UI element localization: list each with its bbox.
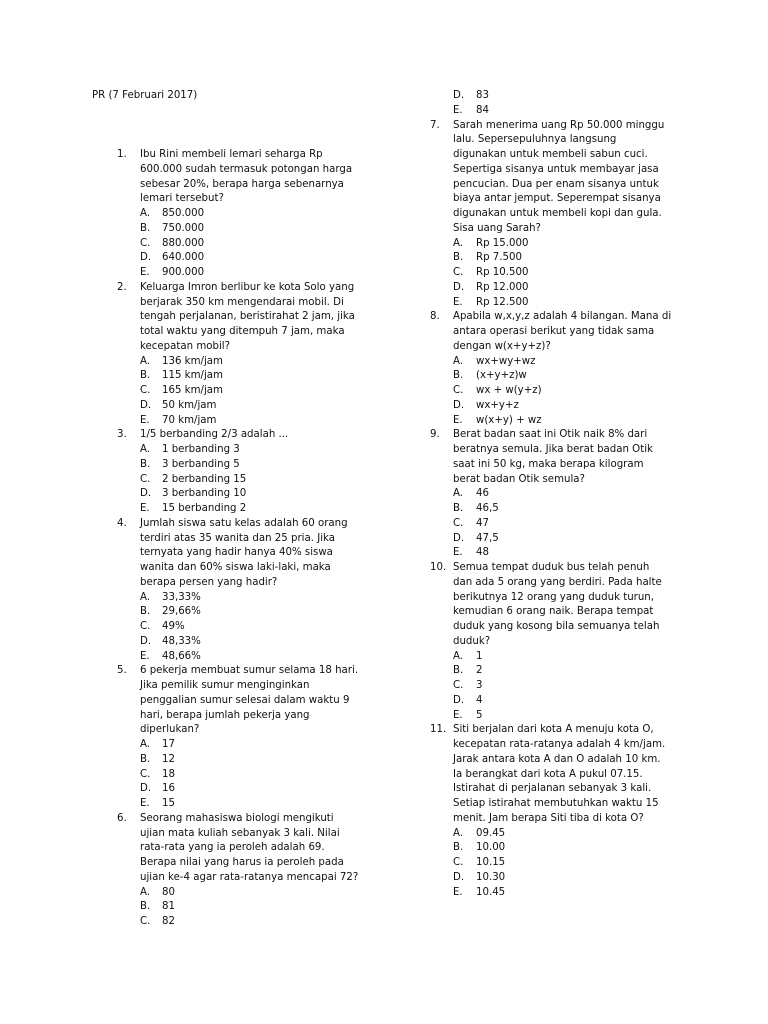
option-text: 15 berbanding 2 (162, 503, 247, 514)
option-text: 84 (476, 104, 489, 116)
option-text: 17 (162, 739, 175, 750)
question-text: kemudian 6 orang naik. Berapa tempat (453, 606, 654, 618)
option-text: 50 km/jam (162, 399, 217, 411)
option-text: 5 (476, 709, 483, 721)
question-number: 4. (117, 517, 127, 529)
option-text: 640.000 (162, 252, 205, 264)
option-text: Rp 7.500 (476, 252, 522, 264)
option-text: 3 berbanding 10 (162, 488, 247, 500)
option-letter: A. (453, 488, 464, 500)
option-text: 47,5 (476, 532, 499, 544)
option-text: 12 (162, 753, 175, 765)
option-letter: D. (140, 783, 152, 795)
option-letter: B. (453, 252, 464, 264)
option-text: 16 (162, 783, 175, 795)
option-text: 900.000 (162, 267, 205, 278)
question-text: Berapa nilai yang harus ia peroleh pada (140, 857, 344, 868)
option-letter: E. (140, 798, 150, 809)
question-text: menit. Jam berapa Siti tiba di kota O? (453, 812, 644, 824)
option-letter: C. (140, 385, 151, 396)
question-text: Semua tempat duduk bus telah penuh (453, 562, 650, 573)
question-text: total waktu yang ditempuh 7 jam, maka (140, 326, 345, 337)
question-text: ternyata yang hadir hanya 40% siswa (140, 547, 333, 559)
question-text: terdiri atas 35 wanita dan 25 pria. Jika (140, 532, 335, 544)
option-text: Rp 12.500 (476, 296, 529, 308)
question-text: berat badan Otik semula? (453, 473, 585, 485)
option-letter: D. (453, 694, 465, 706)
question-text: 6 pekerja membuat sumur selama 18 hari. (140, 665, 359, 677)
question-text: Sisa uang Sarah? (453, 222, 541, 234)
question-text: antara operasi berikut yang tidak sama (453, 326, 655, 337)
question-text: Jumlah siswa satu kelas adalah 60 orang (140, 517, 348, 529)
option-letter: E. (453, 886, 463, 898)
option-text: wx+wy+wz (476, 355, 536, 367)
option-letter: B. (453, 842, 464, 854)
question-text: digunakan untuk membeli kopi dan gula. (453, 208, 662, 219)
question-text: Jarak antara kota A dan O adalah 10 km. (453, 753, 661, 765)
option-text: 3 (476, 680, 483, 691)
option-letter: D. (140, 399, 152, 411)
question-text: ujian ke-4 agar rata-ratanya mencapai 72? (140, 871, 359, 883)
option-letter: C. (453, 517, 464, 529)
option-letter: C. (453, 267, 464, 278)
option-letter: D. (453, 871, 465, 883)
question-text: dan ada 5 orang yang berdiri. Pada halte (453, 576, 662, 588)
option-letter: A. (140, 444, 151, 455)
question-text: lemari tersebut? (140, 193, 224, 205)
question-number: 3. (117, 429, 127, 441)
option-letter: A. (140, 739, 151, 750)
option-text: 29,66% (162, 606, 201, 618)
option-letter: B. (453, 665, 464, 677)
option-text: Rp 12.000 (476, 281, 529, 293)
question-number: 8. (430, 311, 440, 323)
option-text: 48 (476, 547, 489, 559)
option-text: Rp 15.000 (476, 237, 529, 249)
question-text: Keluarga Imron berlibur ke kota Solo yang (140, 281, 355, 293)
option-text: 83 (476, 90, 489, 101)
option-letter: D. (453, 399, 465, 411)
option-text: 1 berbanding 3 (162, 444, 240, 455)
question-text: kecepatan rata-ratanya adalah 4 km/jam. (453, 739, 666, 750)
option-letter: E. (453, 296, 463, 308)
option-letter: C. (140, 237, 151, 249)
option-letter: C. (140, 621, 151, 632)
question-text: berjarak 350 km mengendarai mobil. Di (140, 296, 344, 308)
question-text: penggalian sumur selesai dalam waktu 9 (140, 694, 350, 706)
option-text: 48,66% (162, 650, 201, 662)
question-text: 600.000 sudah termasuk potongan harga (140, 163, 353, 175)
option-text: 46 (476, 488, 489, 500)
option-letter: E. (453, 104, 463, 116)
question-number: 11. (430, 724, 447, 736)
option-letter: E. (140, 650, 150, 662)
option-text: 46,5 (476, 503, 499, 514)
option-text: 15 (162, 798, 175, 809)
option-text: 81 (162, 901, 175, 913)
option-letter: B. (140, 606, 151, 618)
option-text: 18 (162, 768, 175, 780)
option-letter: A. (140, 591, 151, 603)
option-letter: C. (453, 857, 464, 868)
option-text: 80 (162, 886, 175, 898)
question-number: 9. (430, 429, 440, 441)
option-letter: C. (140, 916, 151, 927)
option-letter: B. (140, 901, 151, 913)
question-text: hari, berapa jumlah pekerja yang (140, 709, 310, 721)
question-number: 6. (117, 812, 127, 824)
option-letter: E. (140, 503, 150, 514)
option-text: 880.000 (162, 237, 205, 249)
option-text: 165 km/jam (162, 385, 223, 396)
option-text: 47 (476, 517, 489, 529)
question-text: duduk yang kosong bila semuanya telah (453, 621, 660, 632)
option-letter: D. (453, 532, 465, 544)
option-text: w(x+y) + wz (476, 414, 542, 426)
question-number: 7. (430, 119, 440, 131)
option-letter: D. (453, 281, 465, 293)
option-text: 2 (476, 665, 483, 677)
question-text: pencucian. Dua per enam sisanya untuk (453, 178, 659, 190)
question-number: 5. (117, 665, 127, 677)
question-text: ujian mata kuliah sebanyak 3 kali. Nilai (140, 827, 340, 839)
question-text: saat ini 50 kg, maka berapa kilogram (453, 458, 644, 470)
option-text: 49% (162, 621, 185, 632)
question-text: Berat badan saat ini Otik naik 8% dari (453, 429, 648, 441)
option-text: 70 km/jam (162, 414, 217, 426)
question-text: Jika pemilik sumur menginginkan (140, 680, 310, 691)
question-text: Ia berangkat dari kota A pukul 07.15. (453, 768, 643, 780)
option-letter: C. (140, 768, 151, 780)
question-text: Siti berjalan dari kota A menuju kota O, (453, 724, 654, 736)
question-text: Ibu Rini membeli lemari seharga Rp (140, 149, 323, 160)
option-letter: E. (453, 547, 463, 559)
option-text: 10.15 (476, 857, 506, 868)
option-letter: C. (140, 473, 151, 485)
option-text: 48,33% (162, 635, 201, 647)
option-letter: A. (140, 355, 151, 367)
option-text: 09.45 (476, 827, 506, 839)
option-letter: B. (140, 458, 151, 470)
question-text: Apabila w,x,y,z adalah 4 bilangan. Mana di (453, 311, 672, 323)
option-letter: B. (140, 753, 151, 765)
option-letter: B. (453, 503, 464, 514)
question-text: Sepertiga sisanya untuk membayar jasa (453, 163, 659, 175)
option-letter: D. (140, 252, 152, 264)
question-text: biaya antar jemput. Seperempat sisanya (453, 193, 661, 205)
option-letter: E. (453, 709, 463, 721)
question-text: digunakan untuk membeli sabun cuci. (453, 149, 648, 160)
option-text: wx+y+z (476, 399, 519, 411)
option-text: 3 berbanding 5 (162, 458, 240, 470)
option-letter: E. (453, 414, 463, 426)
option-letter: A. (453, 650, 464, 662)
question-text: Istirahat di perjalanan sebanyak 3 kali. (453, 783, 652, 795)
option-text: 136 km/jam (162, 355, 223, 367)
question-text: dengan w(x+y+z)? (453, 340, 551, 352)
question-text: Setiap istirahat membutuhkan waktu 15 (453, 798, 659, 809)
option-text: 2 berbanding 15 (162, 473, 247, 485)
option-letter: C. (453, 385, 464, 396)
option-text: 1 (476, 650, 483, 662)
question-number: 10. (430, 562, 447, 573)
option-letter: B. (453, 370, 464, 382)
question-text: kecepatan mobil? (140, 340, 231, 352)
page-title: PR (7 Februari 2017) (92, 90, 198, 101)
option-letter: B. (140, 222, 151, 234)
question-text: duduk? (453, 635, 491, 647)
option-text: 4 (476, 694, 483, 706)
option-text: 33,33% (162, 591, 201, 603)
option-letter: D. (140, 488, 152, 500)
option-text: 850.000 (162, 208, 205, 219)
question-text: berikutnya 12 orang yang duduk turun, (453, 591, 654, 603)
option-text: 10.00 (476, 842, 506, 854)
option-letter: E. (140, 414, 150, 426)
option-text: wx + w(y+z) (476, 385, 542, 396)
question-number: 2. (117, 281, 127, 293)
question-text: tengah perjalanan, beristirahat 2 jam, jika (140, 311, 355, 323)
option-text: 82 (162, 916, 175, 927)
question-text: Sarah menerima uang Rp 50.000 minggu (453, 119, 665, 131)
option-text: Rp 10.500 (476, 267, 529, 278)
question-text: wanita dan 60% siswa laki-laki, maka (140, 562, 331, 573)
question-text: berapa persen yang hadir? (140, 576, 278, 588)
option-letter: C. (453, 680, 464, 691)
option-letter: D. (453, 90, 465, 101)
option-letter: A. (453, 827, 464, 839)
option-letter: B. (140, 370, 151, 382)
option-letter: A. (453, 237, 464, 249)
question-text: beratnya semula. Jika berat badan Otik (453, 444, 653, 455)
option-text: 10.30 (476, 871, 506, 883)
option-text: (x+y+z)w (476, 370, 527, 382)
option-letter: A. (140, 208, 151, 219)
option-letter: E. (140, 267, 150, 278)
option-text: 115 km/jam (162, 370, 223, 382)
question-text: 1/5 berbanding 2/3 adalah ... (140, 429, 289, 441)
option-text: 10.45 (476, 886, 506, 898)
option-text: 750.000 (162, 222, 205, 234)
question-text: rata-rata yang ia peroleh adalah 69. (140, 842, 325, 854)
option-letter: A. (140, 886, 151, 898)
question-number: 1. (117, 149, 127, 160)
option-letter: D. (140, 635, 152, 647)
question-text: Seorang mahasiswa biologi mengikuti (140, 812, 334, 824)
question-text: sebesar 20%, berapa harga sebenarnya (140, 178, 344, 190)
question-text: lalu. Sepersepuluhnya langsung (453, 134, 617, 146)
question-text: diperlukan? (140, 724, 200, 736)
option-letter: A. (453, 355, 464, 367)
